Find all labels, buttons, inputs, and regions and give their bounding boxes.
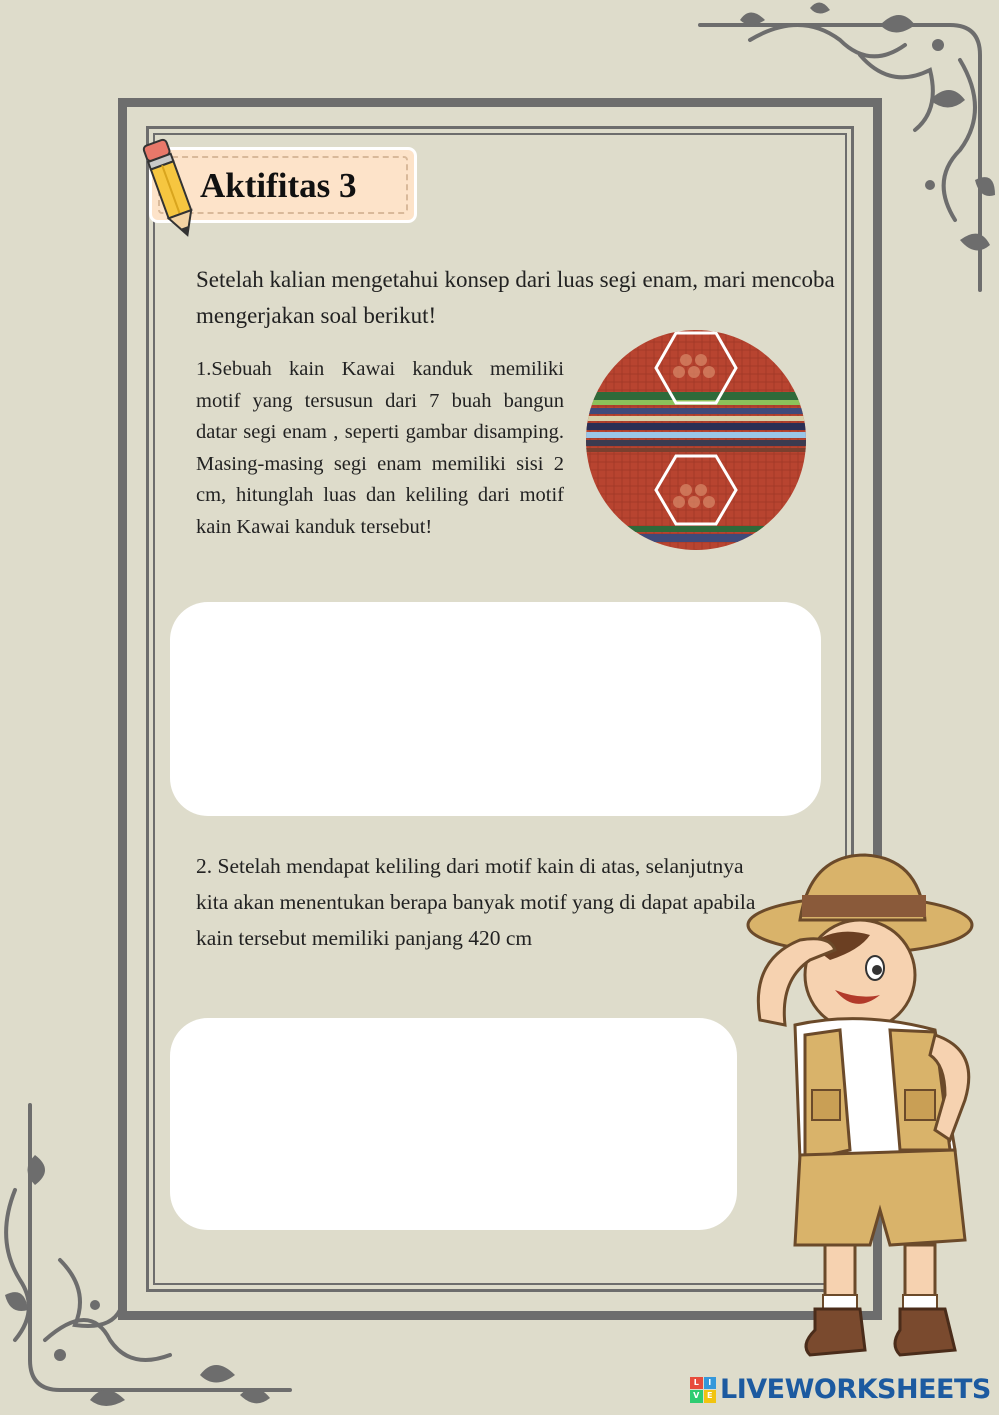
corner-ornament-top-right (690, 0, 999, 300)
kain-kawai-photo (586, 330, 806, 550)
question-1-text: 1.Sebuah kain Kawai kanduk memiliki motif yang tersusun dari 7 buah bangun datar segi enam , seperti gambar disamping. Masing-masing segi enam memiliki sisi 2 cm, hitunglah luas dan keliling dari motif kain Kawai kanduk tersebut! (196, 358, 564, 538)
liveworksheets-watermark[interactable] (690, 1374, 991, 1405)
liveworksheets-logo-icon: L I V E (690, 1377, 716, 1403)
page-title: Aktifitas 3 (200, 166, 357, 205)
question-2-text: 2. Setelah mendapat keliling dari motif kain di atas, selanjutnya kita akan menentukan berapa banyak motif yang di dapat apabila kain tersebut memiliki panjang 420 cm (196, 854, 756, 950)
answer-box-1[interactable] (170, 602, 821, 816)
answer-box-2[interactable] (170, 1018, 737, 1230)
pencil-icon (140, 132, 200, 242)
watermark-text: LIVEWORKSHEETS (720, 1374, 991, 1405)
intro-text: Setelah kalian mengetahui konsep dari luas segi enam, mari mencoba mengerjakan soal berikut! (196, 267, 835, 328)
boy-explorer-illustration (740, 850, 980, 1380)
